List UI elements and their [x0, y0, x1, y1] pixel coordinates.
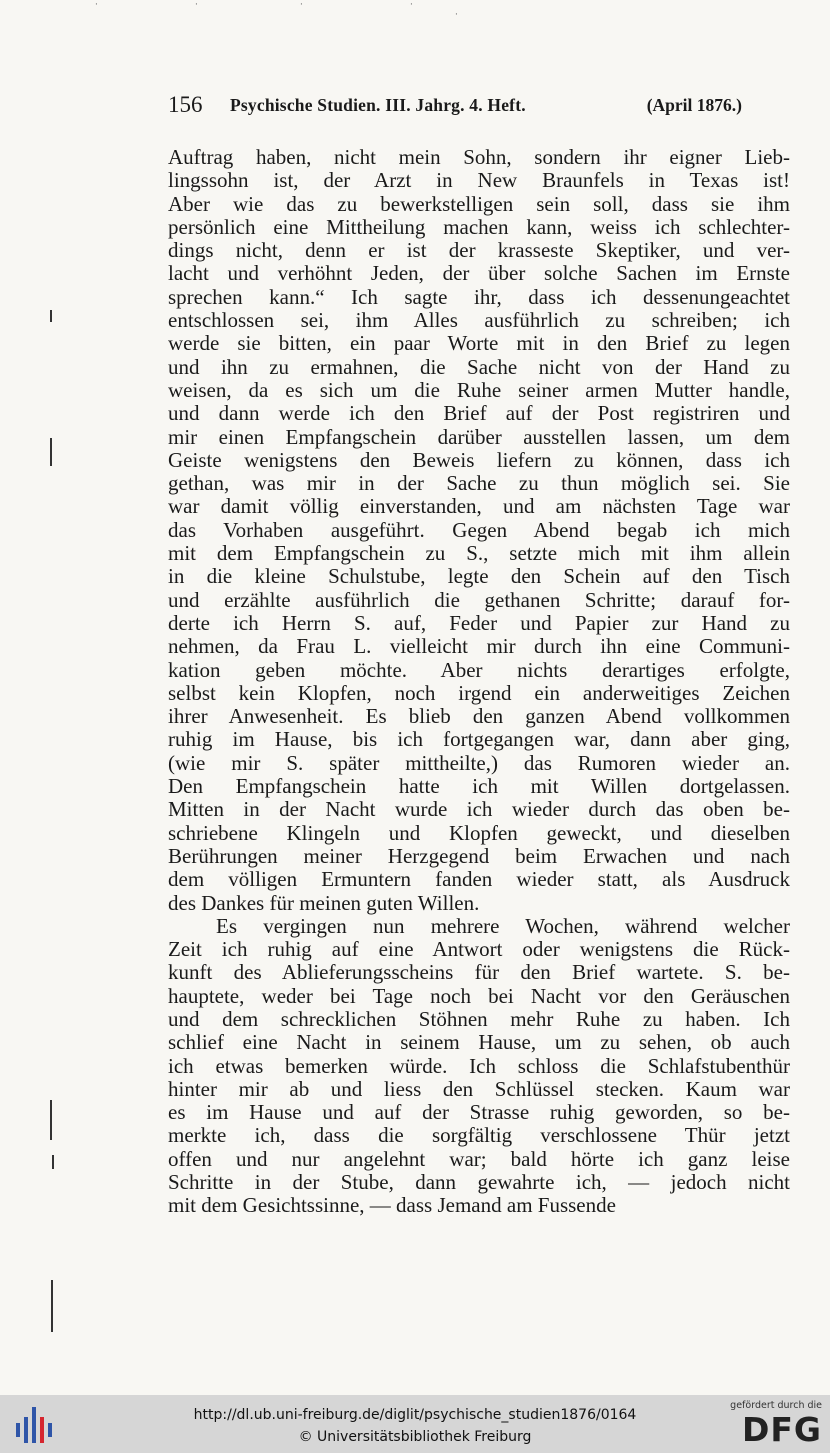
- text-line: ihrer Anwesenheit. Es blieb den ganzen Abend vollkommen: [168, 705, 790, 729]
- text-line: sprechen kann.“ Ich sagte ihr, dass ich dessenungeachtet: [168, 285, 790, 309]
- text-line: schlief eine Nacht in seinem Hause, um zu sehen, ob auch: [168, 1031, 790, 1055]
- page-number: 156: [168, 92, 203, 117]
- text-line: persönlich eine Mittheilung machen kann, weiss ich schlechter-: [168, 215, 790, 239]
- dfg-logo[interactable]: [726, 1400, 822, 1450]
- running-title: Psychische Studien. III. Jahrg. 4. Heft.: [230, 95, 526, 115]
- text-line: selbst kein Klopfen, noch irgend ein anderweitiges Zeichen: [168, 681, 790, 705]
- text-line: und ihn zu ermahnen, die Sache nicht von der Hand zu: [168, 355, 790, 379]
- text-line: es im Hause und auf der Strasse ruhig geworden, so be-: [168, 1101, 790, 1125]
- text-line: Berührungen meiner Herzgegend beim Erwachen und nach: [168, 844, 790, 868]
- text-line: das Vorhaben ausgeführt. Gegen Abend begab ich mich: [168, 518, 790, 542]
- text-line: weisen, da es sich um die Ruhe seiner armen Mutter handle,: [168, 378, 790, 402]
- text-line: hinter mir ab und liess den Schlüssel stecken. Kaum war: [168, 1077, 790, 1101]
- text-line: hauptete, weder bei Tage noch bei Nacht vor den Geräuschen: [168, 984, 790, 1008]
- text-line: Den Empfangschein hatte ich mit Willen dortgelassen.: [168, 775, 790, 799]
- text-line: Auftrag haben, nicht mein Sohn, sondern ihr eigner Lieb-: [168, 146, 790, 169]
- text-line: Zeit ich ruhig auf eine Antwort oder wenigstens die Rück-: [168, 938, 790, 962]
- scan-edge-artifacts: · · · · ·: [95, 0, 458, 20]
- text-line: gethan, was mir in der Sache zu thun möglich sei. Sie: [168, 472, 790, 496]
- text-line: Mitten in der Nacht wurde ich wieder durch das oben be-: [168, 798, 790, 822]
- text-line: entschlossen sei, ihm Alles ausführlich zu schreiben; ich: [168, 309, 790, 333]
- permalink[interactable]: http://dl.ub.uni-freiburg.de/diglit/psychische_studien1876/0164: [193, 1407, 637, 1423]
- text-line: offen und nur angelehnt war; bald hörte ich ganz leise: [168, 1147, 790, 1171]
- text-line: nehmen, da Frau L. vielleicht mir durch ihn eine Communi-: [168, 635, 790, 659]
- text-line: des Dankes für meinen guten Willen.: [168, 891, 480, 915]
- text-line: Schritte in der Stube, dann gewahrte ich, — jedoch nicht: [168, 1171, 790, 1195]
- text-line: und dem schrecklichen Stöhnen mehr Ruhe zu haben. Ich: [168, 1007, 790, 1031]
- text-line: merkte ich, dass die sorgfältig verschlossene Thür jetzt: [168, 1124, 790, 1148]
- text-line: dings nicht, denn er ist der krasseste Skeptiker, und ver-: [168, 239, 790, 263]
- issue-date: (April 1876.): [646, 95, 742, 115]
- page-header: [168, 92, 790, 122]
- text-line: mit dem Empfangschein zu S., setzte mich mit ihm allein: [168, 542, 790, 566]
- dfg-wordmark: DFG: [741, 1410, 822, 1449]
- text-line: lingssohn ist, der Arzt in New Braunfels in Texas ist!: [168, 169, 790, 193]
- text-line: in die kleine Schulstube, legte den Schein auf den Tisch: [168, 565, 790, 589]
- text-line: derte ich Herrn S. auf, Feder und Papier zur Hand zu: [168, 611, 790, 635]
- text-line: (wie mir S. später mittheilte,) das Rumoren wieder an.: [168, 751, 790, 775]
- text-line: ruhig im Hause, bis ich fortgegangen war, dann aber ging,: [168, 728, 790, 752]
- text-line: dem völligen Ermuntern fanden wieder statt, als Ausdruck: [168, 868, 790, 892]
- copyright-notice: © Universitätsbibliothek Freiburg: [298, 1429, 532, 1445]
- text-line: schriebene Klingeln und Klopfen geweckt, und dieselben: [168, 821, 790, 845]
- body-text: [168, 146, 790, 1218]
- text-line: mir einen Empfangschein darüber ausstellen lassen, um dem: [168, 425, 790, 449]
- text-line: und erzählte ausführlich die gethanen Schritte; darauf for-: [168, 588, 790, 612]
- text-line: Aber wie das zu bewerkstelligen sein soll, dass sie ihm: [168, 192, 790, 216]
- footer-bar: [0, 1395, 830, 1453]
- text-line: ich etwas bemerken würde. Ich schloss die Schlafstubenthür: [168, 1054, 790, 1078]
- text-line: werde sie bitten, ein paar Worte mit in den Brief zu legen: [168, 332, 790, 356]
- text-line: und dann werde ich den Brief auf der Post registriren und: [168, 402, 790, 426]
- dfg-tagline: gefördert durch die: [730, 1400, 822, 1411]
- text-line: kunft des Ablieferungsscheins für den Brief wartete. S. be-: [168, 961, 790, 985]
- text-line: war damit völlig einverstanden, und am nächsten Tage war: [168, 495, 790, 519]
- text-line: mit dem Gesichtssinne, — dass Jemand am Fussende: [168, 1194, 616, 1218]
- text-line: Es vergingen nun mehrere Wochen, während welcher: [216, 914, 790, 938]
- text-line: lacht und verhöhnt Jeden, der über solche Sachen im Ernste: [168, 262, 790, 286]
- text-line: kation geben möchte. Aber nichts derartiges erfolgte,: [168, 658, 790, 682]
- text-line: Geiste wenigstens den Beweis liefern zu können, dass ich: [168, 448, 790, 472]
